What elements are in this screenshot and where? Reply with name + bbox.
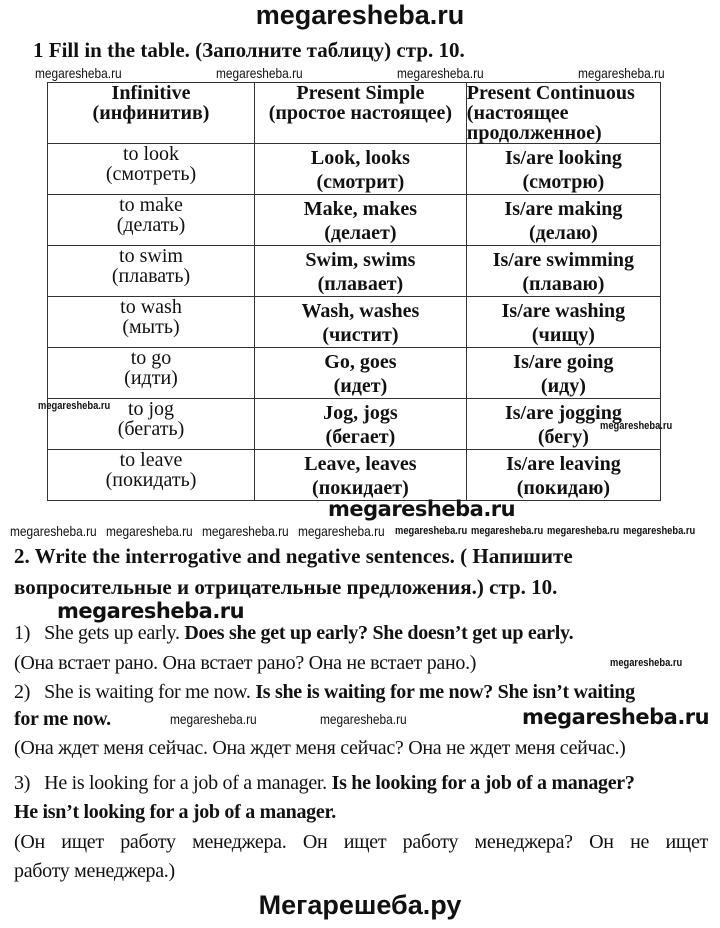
task2-title-line2: вопросительные и отрицательные предложения.) стр. 10. <box>14 575 558 599</box>
watermark: megaresheba.ru <box>623 525 696 537</box>
table-row <box>48 297 661 348</box>
present-simple-cell: Leave, leaves (покидает) <box>255 450 467 501</box>
watermark: megaresheba.ru <box>10 523 97 539</box>
task1-title: 1 Fill in the table. (Заполните таблицу) стр. 10. <box>33 38 465 62</box>
task2-title-line1: 2. Write the interrogative and negative sentences. ( Напишите <box>14 544 573 568</box>
watermark: megaresheba.ru <box>170 711 257 727</box>
watermark: megaresheba.ru <box>106 523 193 539</box>
watermark: megaresheba.ru <box>216 65 303 81</box>
table-row <box>48 195 661 246</box>
present-simple-cell: Swim, swims (плавает) <box>255 246 467 297</box>
table-row <box>48 144 661 195</box>
watermark: megaresheba.ru <box>471 525 544 537</box>
infinitive-cell: to make (делать) <box>48 195 255 246</box>
present-continuous-cell: Is/are jogging (бегу) <box>466 399 660 450</box>
header-infinitive: Infinitive (инфинитив) <box>48 83 255 144</box>
watermark: megaresheba.ru <box>320 711 407 727</box>
present-continuous-cell: Is/are leaving (покидаю) <box>466 450 660 501</box>
table-row <box>48 348 661 399</box>
watermark: megaresheba.ru <box>578 65 665 81</box>
verb-table <box>47 82 661 501</box>
header-watermark: megaresheba.ru <box>255 0 465 30</box>
table-row <box>48 399 661 450</box>
watermark: megaresheba.ru <box>298 523 385 539</box>
watermark: megaresheba.ru <box>610 657 683 669</box>
table-header <box>48 83 661 144</box>
header-present-simple: Present Simple (простое настоящее) <box>255 83 467 144</box>
infinitive-cell: to go (идти) <box>48 348 255 399</box>
infinitive-cell: to swim (плавать) <box>48 246 255 297</box>
infinitive-cell: to leave (покидать) <box>48 450 255 501</box>
watermark: megaresheba.ru <box>35 65 122 81</box>
infinitive-cell: to wash (мыть) <box>48 297 255 348</box>
present-simple-cell: Make, makes (делает) <box>255 195 467 246</box>
present-continuous-cell: Is/are going (иду) <box>466 348 660 399</box>
present-simple-cell: Look, looks (смотрит) <box>255 144 467 195</box>
watermark: megaresheba.ru <box>600 420 673 432</box>
infinitive-cell: to jog (бегать) <box>48 399 255 450</box>
watermark: megaresheba.ru <box>38 400 111 412</box>
infinitive-cell: to look (смотреть) <box>48 144 255 195</box>
watermark: megaresheba.ru <box>522 705 710 729</box>
footer-watermark: Мегарешеба.ру <box>258 890 462 920</box>
watermark: megaresheba.ru <box>395 525 468 537</box>
present-continuous-cell: Is/are swimming (плаваю) <box>466 246 660 297</box>
present-simple-cell: Jog, jogs (бегает) <box>255 399 467 450</box>
watermark: megaresheba.ru <box>547 525 620 537</box>
present-simple-cell: Wash, washes (чистит) <box>255 297 467 348</box>
present-continuous-cell: Is/are making (делаю) <box>466 195 660 246</box>
table-row <box>48 246 661 297</box>
watermark: megaresheba.ru <box>397 65 484 81</box>
present-simple-cell: Go, goes (идет) <box>255 348 467 399</box>
header-present-continuous: Present Continuous (настоящее продолженное) <box>466 83 660 144</box>
watermark: megaresheba.ru <box>57 599 245 623</box>
watermark: megaresheba.ru <box>202 523 289 539</box>
present-continuous-cell: Is/are looking (смотрю) <box>466 144 660 195</box>
table-row <box>48 450 661 501</box>
watermark: megaresheba.ru <box>328 497 516 521</box>
present-continuous-cell: Is/are washing (чищу) <box>466 297 660 348</box>
